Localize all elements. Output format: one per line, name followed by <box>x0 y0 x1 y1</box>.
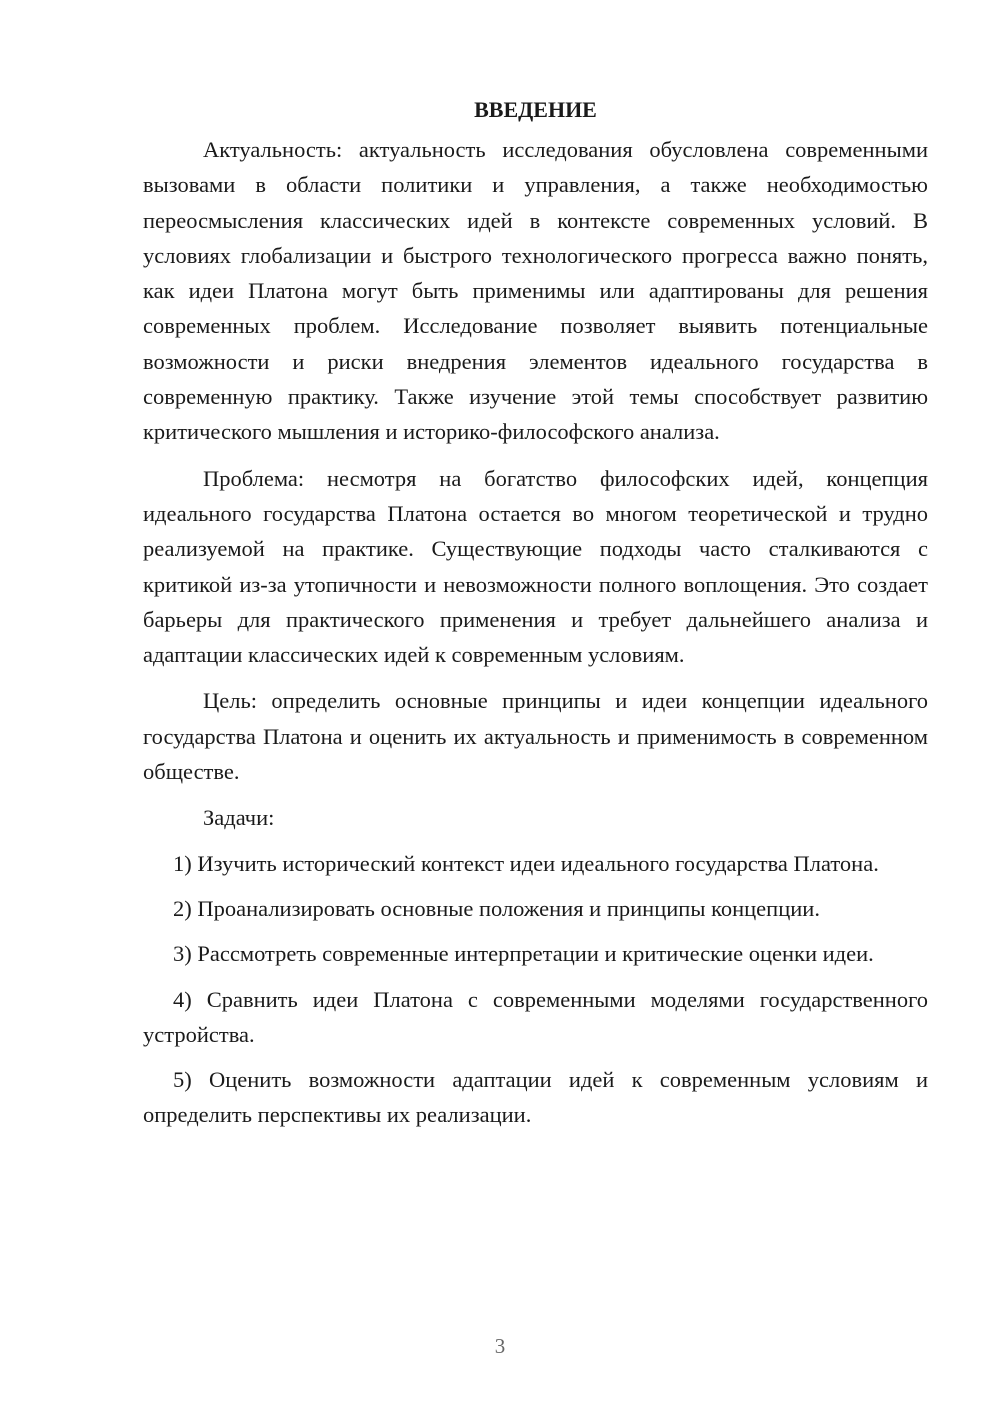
paragraph-goal: Цель: определить основные принципы и идеи концепции идеального государства Платона и оценить их актуальность и применимость в современном обществе. <box>143 688 928 785</box>
list-item: 1) Изучить исторический контекст идеи идеального государства Платона. <box>173 850 879 876</box>
page-title: ВВЕДЕНИЕ <box>474 97 597 122</box>
list-item: 4) Сравнить идеи Платона с современными моделями государственного устройства. <box>143 986 928 1047</box>
list-item: 3) Рассмотреть современные интерпретации и критические оценки идеи. <box>173 941 874 967</box>
page-content <box>143 92 928 1133</box>
list-item: 5) Оценить возможности адаптации идей к современным условиям и определить перспективы их реализации. <box>143 1067 928 1128</box>
page-number: 3 <box>494 1334 506 1358</box>
paragraph-relevance: Актуальность: актуальность исследования обусловлена современными вызовами в области политики и управления, а также необходимостью переосмысления классических идей в контексте современных условий. В условиях глобализации и быстрого технологического прогресса важно понять, как идеи Платона могут быть применимы или адаптированы для решения современных проблем. Исследование позволяет выявить потенциальные возможности и риски внедрения элементов идеального государства в современную практику. Также изучение этой темы способствует развитию критического мышления и историко-философского анализа. <box>143 137 928 445</box>
tasks-list <box>143 846 928 1133</box>
paragraph-problem: Проблема: несмотря на богатство философских идей, концепция идеального государства Платона остается во многом теоретической и трудно реализуемой на практике. Существующие подходы часто сталкиваются с критикой из-за утопичности и невозможности полного воплощения. Это создает барьеры для практического применения и требует дальнейшего анализа и адаптации классических идей к современным условиям. <box>143 465 928 668</box>
tasks-heading: Задачи: <box>203 805 275 831</box>
list-item: 2) Проанализировать основные положения и принципы концепции. <box>173 895 820 921</box>
